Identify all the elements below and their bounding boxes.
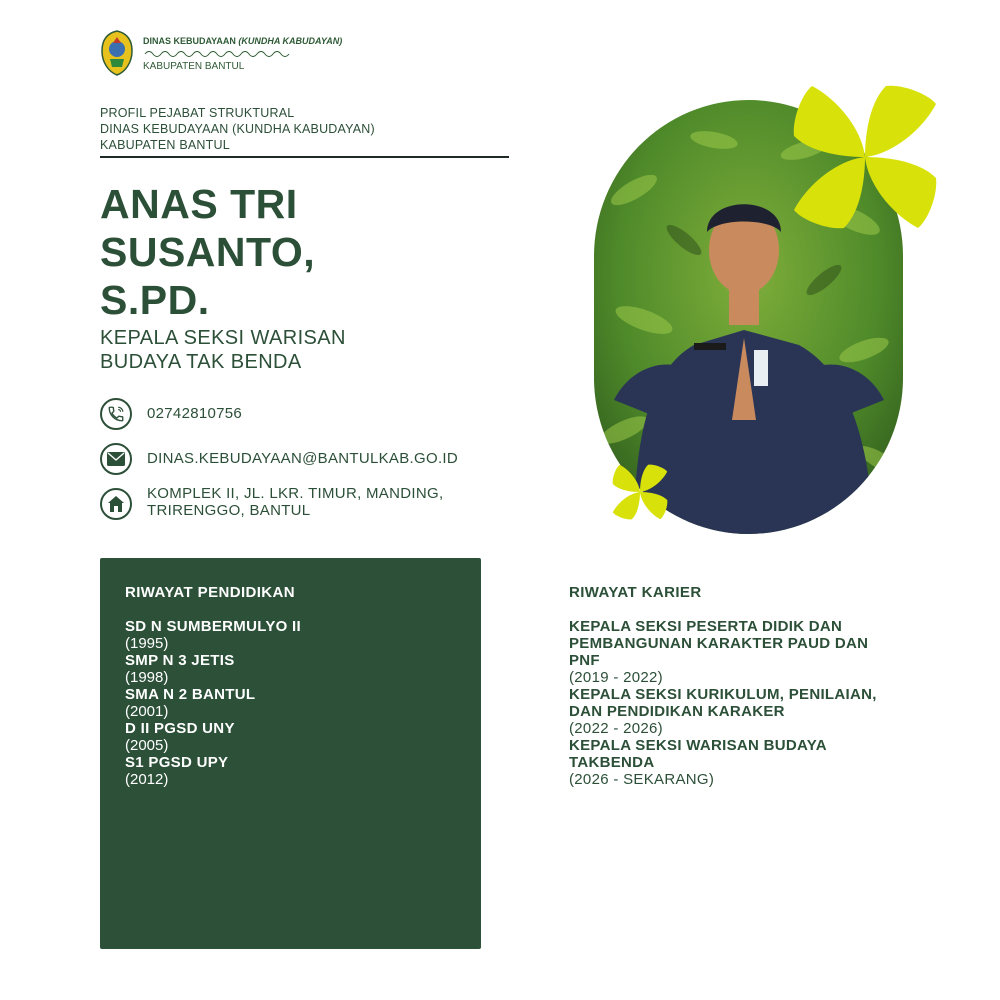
phone-number[interactable]: 02742810756 <box>147 405 243 422</box>
education-school: SMA N 2 BANTUL <box>125 686 256 703</box>
education-year: (2005) <box>125 737 169 754</box>
address: KOMPLEK II, JL. LKR. TIMUR, MANDING, TRIRENGGO, BANTUL <box>147 485 444 519</box>
divider <box>100 156 509 158</box>
education-school: D II PGSD UNY <box>125 720 235 737</box>
career-period: (2022 - 2026) <box>569 720 663 737</box>
email-address[interactable]: DINAS.KEBUDAYAAN@BANTULKAB.GO.ID <box>147 450 459 467</box>
javanese-script-logotype <box>143 48 293 58</box>
org-name: DINAS KEBUDAYAAN (KUNDHA KABUDAYAN) <box>143 36 343 46</box>
org-regency: KABUPATEN BANTUL <box>143 61 245 72</box>
education-year: (2012) <box>125 771 169 788</box>
career-list <box>569 618 899 788</box>
education-item <box>125 686 455 720</box>
education-year: (1995) <box>125 635 169 652</box>
phone-icon <box>100 398 132 430</box>
profile-heading <box>100 105 375 153</box>
education-school: SD N SUMBERMULYO II <box>125 618 301 635</box>
education-title: RIWAYAT PENDIDIKAN <box>125 584 296 601</box>
career-role: KEPALA SEKSI WARISAN BUDAYA TAKBENDA <box>569 737 827 771</box>
flower-icon <box>612 464 668 520</box>
envelope-icon <box>100 443 132 475</box>
education-item <box>125 754 455 788</box>
career-item <box>569 737 899 788</box>
profile-heading-line: DINAS KEBUDAYAAN (KUNDHA KABUDAYAN) <box>100 122 375 136</box>
education-item <box>125 618 455 652</box>
education-school: SMP N 3 JETIS <box>125 652 235 669</box>
education-year: (1998) <box>125 669 169 686</box>
education-list <box>125 618 455 788</box>
regency-emblem-icon <box>100 29 134 77</box>
education-item <box>125 652 455 686</box>
profile-heading-line: KABUPATEN BANTUL <box>100 138 230 152</box>
career-item <box>569 618 899 686</box>
career-period: (2019 - 2022) <box>569 669 663 686</box>
education-school: S1 PGSD UPY <box>125 754 229 771</box>
career-role: KEPALA SEKSI KURIKULUM, PENILAIAN, DAN PENDIDIKAN KARAKER <box>569 686 877 720</box>
career-item <box>569 686 899 737</box>
education-item <box>125 720 455 754</box>
home-icon <box>100 488 132 520</box>
person-name: ANAS TRI SUSANTO, S.PD. <box>100 181 316 323</box>
career-title: RIWAYAT KARIER <box>569 584 702 601</box>
career-period: (2026 - SEKARANG) <box>569 771 715 788</box>
profile-heading-line: PROFIL PEJABAT STRUKTURAL <box>100 106 295 120</box>
education-year: (2001) <box>125 703 169 720</box>
person-position: KEPALA SEKSI WARISAN BUDAYA TAK BENDA <box>100 327 346 373</box>
flower-icon <box>792 84 938 230</box>
career-role: KEPALA SEKSI PESERTA DIDIK DAN PEMBANGUNAN KARAKTER PAUD DAN PNF <box>569 618 869 669</box>
